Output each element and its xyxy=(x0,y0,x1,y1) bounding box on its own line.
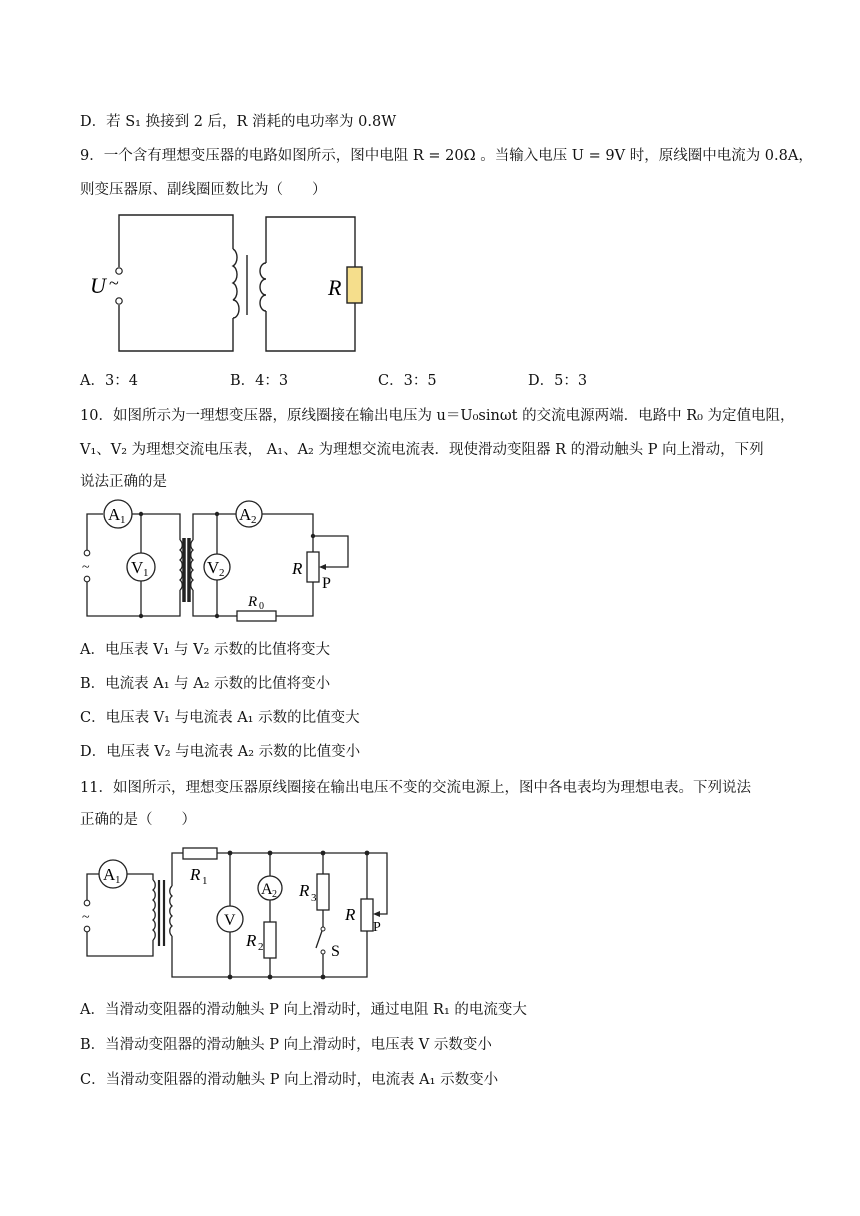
q8-option-d: D．若 S₁ 换接到 2 后，R 消耗的电功率为 0.8W xyxy=(80,114,397,130)
q11-circuit-diagram xyxy=(80,838,400,988)
q11-resistor-r3 xyxy=(317,874,329,910)
q11-r3-letter: R xyxy=(299,881,310,900)
q10-a2-sub: 2 xyxy=(251,514,257,526)
q10-stem-line3: 说法正确的是 xyxy=(80,474,167,490)
q11-terminal-top xyxy=(84,900,90,906)
q10-circuit-diagram xyxy=(80,498,380,628)
q9-terminal-bottom xyxy=(116,298,122,304)
q10-terminal-bottom xyxy=(84,576,90,582)
q11-r1-letter: R xyxy=(190,865,201,884)
q9-stem-line2: 则变压器原、副线圈匝数比为（ ） xyxy=(80,182,327,198)
q11-r1-sub: 1 xyxy=(202,875,208,887)
q11-stem-line1: 11．如图所示，理想变压器原线圈接在输出电压不变的交流电源上，图中各电表均为理想电表。下列说法 xyxy=(80,780,751,796)
q10-secondary-coil xyxy=(191,540,193,590)
q11-slider-arrow-icon xyxy=(373,911,380,917)
q9-label-u: U xyxy=(90,273,106,298)
q10-v2-letter: V xyxy=(207,558,220,577)
q10-slider-arrow-icon xyxy=(319,564,326,570)
q9-label-r: R xyxy=(328,275,342,300)
q10-r0-sub: 0 xyxy=(259,601,264,612)
q10-option-c: C．电压表 V₁ 与电流表 A₁ 示数的比值变大 xyxy=(80,710,360,726)
q11-r2-letter: R xyxy=(246,931,257,950)
q9-option-d: D．5：3 xyxy=(528,373,588,389)
q10-label-r: R xyxy=(292,559,303,578)
q11-resistor-r2 xyxy=(264,922,276,958)
q11-resistor-r1 xyxy=(183,848,217,859)
q11-option-b: B．当滑动变阻器的滑动触头 P 向上滑动时，电压表 V 示数变小 xyxy=(80,1037,492,1053)
q11-a1-sub: 1 xyxy=(115,874,121,886)
q10-option-d: D．电压表 V₂ 与电流表 A₂ 示数的比值变小 xyxy=(80,744,361,760)
q11-option-a: A．当滑动变阻器的滑动触头 P 向上滑动时，通过电阻 R₁ 的电流变大 xyxy=(80,1002,527,1018)
q10-primary-coil xyxy=(180,540,182,590)
q10-a1-letter: A xyxy=(108,505,121,524)
q11-r2-sub: 2 xyxy=(258,941,264,953)
q11-r3-sub: 3 xyxy=(311,892,317,904)
q10-v2-sub: 2 xyxy=(219,567,225,579)
q11-option-c: C．当滑动变阻器的滑动触头 P 向上滑动时，电流表 A₁ 示数变小 xyxy=(80,1072,499,1088)
q9-primary-wire-top xyxy=(119,215,233,267)
q10-rheostat-r xyxy=(307,552,319,582)
q10-option-a: A．电压表 V₁ 与 V₂ 示数的比值将变大 xyxy=(80,642,330,658)
q11-terminal-bottom xyxy=(84,926,90,932)
q10-v1-letter: V xyxy=(131,558,144,577)
q9-option-a: A．3：4 xyxy=(80,373,138,389)
q9-resistor xyxy=(347,267,362,303)
q10-option-b: B．电流表 A₁ 与 A₂ 示数的比值将变小 xyxy=(80,676,331,692)
q10-stem-line2: V₁、V₂ 为理想交流电压表， A₁、A₂ 为理想交流电流表．现使滑动变阻器 R 的滑动触头 P 向上滑动，下列 xyxy=(80,442,764,458)
q9-option-b: B．4：3 xyxy=(230,373,289,389)
q10-r0-letter: R xyxy=(248,594,258,610)
q10-v1-sub: 1 xyxy=(143,567,149,579)
q10-stem-line1: 10．如图所示为一理想变压器，原线圈接在输出电压为 u＝U₀sinωt 的交流电源两端．电路中 R₀ 为定值电阻， xyxy=(80,408,795,424)
q9-secondary-wire-top xyxy=(266,217,355,267)
q9-secondary-coil xyxy=(260,263,266,311)
q11-label-p: P xyxy=(373,920,381,935)
q11-tilde-icon: ~ xyxy=(82,910,90,925)
q9-primary-wire-bottom xyxy=(119,305,233,351)
q11-a1-letter: A xyxy=(103,865,116,884)
q10-label-p: P xyxy=(322,575,331,592)
q11-a2-letter: A xyxy=(261,881,273,898)
q11-stem-line2: 正确的是（ ） xyxy=(80,812,196,828)
q11-secondary-coil xyxy=(170,886,172,936)
q11-label-s: S xyxy=(331,943,340,960)
q9-stem-line1: 9．一个含有理想变压器的电路如图所示，图中电阻 R = 20Ω 。当输入电压 U = 9V 时，原线圈中电流为 0.8A， xyxy=(80,148,813,164)
q10-a1-sub: 1 xyxy=(120,514,126,526)
q11-label-r: R xyxy=(345,905,356,924)
q11-v-letter: V xyxy=(224,912,236,929)
q9-primary-coil xyxy=(233,249,239,318)
q9-option-c: C．3：5 xyxy=(378,373,437,389)
q11-primary-coil xyxy=(153,880,155,940)
q11-rheostat-r xyxy=(361,899,373,931)
q11-a2-sub: 2 xyxy=(272,889,277,900)
q9-secondary-wire-bottom xyxy=(266,303,355,351)
q9-tilde-icon: ~ xyxy=(109,273,119,293)
q10-resistor-r0 xyxy=(237,611,276,621)
q9-circuit-diagram xyxy=(80,205,380,365)
q10-terminal-top xyxy=(84,550,90,556)
q10-a2-letter: A xyxy=(239,505,252,524)
q10-tilde-icon: ~ xyxy=(82,560,90,575)
